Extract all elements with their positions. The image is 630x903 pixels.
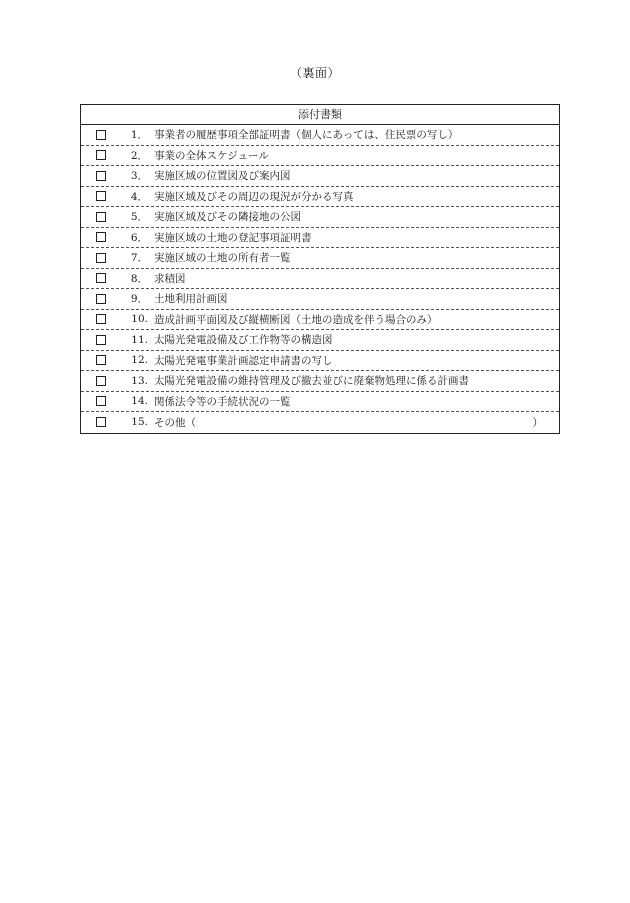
- item-number: 9．: [130, 293, 148, 306]
- item-number: 12.: [131, 354, 148, 367]
- item-label: 太陽光発電事業計画認定申請書の写し: [154, 354, 333, 367]
- table-row: [81, 166, 559, 187]
- table-row: [81, 248, 559, 269]
- item-label: 実施区域及びその周辺の現況が分かる写真: [154, 190, 354, 203]
- checkbox-item-1[interactable]: [96, 130, 106, 140]
- table-row: [81, 351, 559, 372]
- table-row: [81, 310, 559, 331]
- item-label: 関係法令等の手続状況の一覧: [154, 395, 291, 408]
- item-number: 15.: [131, 416, 148, 429]
- item-label: 事業の全体スケジュール: [154, 149, 269, 162]
- item-label: 土地利用計画図: [154, 293, 228, 306]
- item-number: 10.: [131, 313, 148, 326]
- other-close-paren: ）: [532, 416, 543, 429]
- table-row: [81, 187, 559, 208]
- checkbox-item-15[interactable]: [96, 417, 106, 427]
- item-label: 事業者の履歴事項全部証明書（個人にあっては、住民票の写し）: [154, 129, 459, 142]
- item-label: 太陽光発電設備及び工作物等の構造図: [154, 334, 333, 347]
- page-heading: （裏面）: [289, 66, 340, 80]
- table-row: [81, 269, 559, 290]
- checkbox-item-9[interactable]: [96, 294, 106, 304]
- checkbox-item-5[interactable]: [96, 212, 106, 222]
- item-label: 求積図: [154, 272, 186, 285]
- checkbox-item-7[interactable]: [96, 253, 106, 263]
- item-number: 3．: [130, 170, 148, 183]
- item-label: 実施区域の土地の所有者一覧: [154, 252, 291, 265]
- checkbox-item-13[interactable]: [96, 376, 106, 386]
- checkbox-item-4[interactable]: [96, 191, 106, 201]
- table-row: [81, 289, 559, 310]
- table-row: [81, 392, 559, 413]
- item-number: 8．: [130, 272, 148, 285]
- item-number: 14.: [131, 395, 148, 408]
- checkbox-item-3[interactable]: [96, 171, 106, 181]
- table-row: [81, 125, 559, 146]
- item-number: 13.: [131, 374, 148, 387]
- item-label: 太陽光発電設備の維持管理及び撤去並びに廃棄物処理に係る計画書: [154, 375, 469, 388]
- checkbox-item-14[interactable]: [96, 396, 106, 406]
- checkbox-item-8[interactable]: [96, 273, 106, 283]
- item-number: 5．: [130, 211, 148, 224]
- attachments-table: [80, 104, 560, 434]
- item-label: 造成計画平面図及び縦横断図（土地の造成を伴う場合のみ）: [154, 313, 438, 326]
- checkbox-item-12[interactable]: [96, 355, 106, 365]
- item-number: 2．: [130, 149, 148, 162]
- table-header: 添付書類: [81, 105, 559, 125]
- table-row: [81, 330, 559, 351]
- checkbox-item-2[interactable]: [96, 150, 106, 160]
- checkbox-item-10[interactable]: [96, 314, 106, 324]
- item-label: 実施区域の位置図及び案内図: [154, 170, 291, 183]
- table-row: [81, 146, 559, 167]
- item-number: 7．: [130, 252, 148, 265]
- checkbox-item-11[interactable]: [96, 335, 106, 345]
- item-number: 6．: [130, 231, 148, 244]
- item-label: 実施区域の土地の登記事項証明書: [154, 231, 312, 244]
- table-row: [81, 412, 559, 433]
- table-row: [81, 371, 559, 392]
- table-row: [81, 228, 559, 249]
- item-number: 1．: [130, 129, 148, 142]
- item-number: 4．: [130, 190, 148, 203]
- item-number: 11.: [131, 333, 148, 346]
- table-row: [81, 207, 559, 228]
- item-label: 実施区域及びその隣接地の公図: [154, 211, 301, 224]
- checkbox-item-6[interactable]: [96, 232, 106, 242]
- item-label: その他（: [154, 416, 196, 429]
